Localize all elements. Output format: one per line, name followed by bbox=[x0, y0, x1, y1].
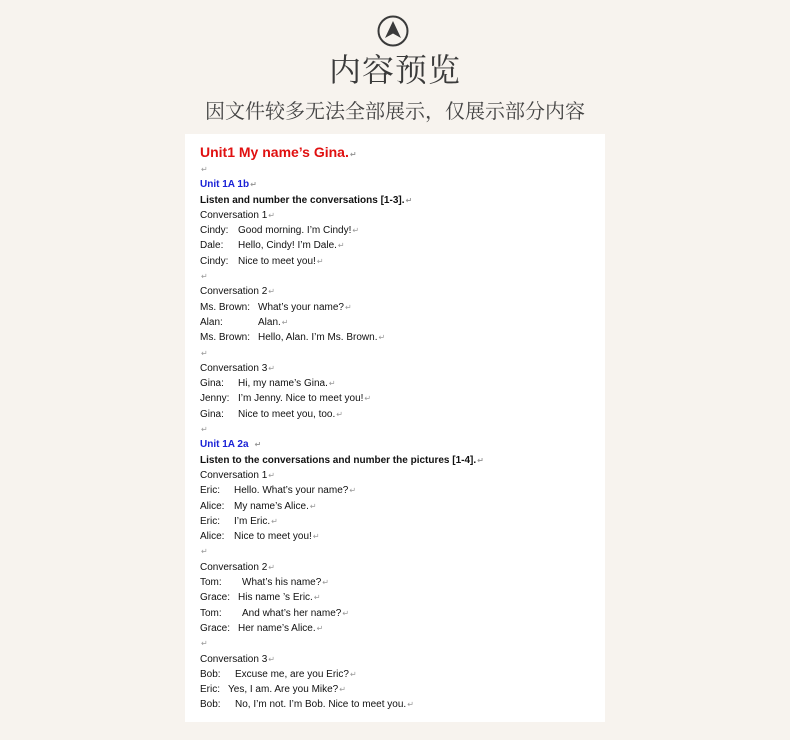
page-subtitle: 因文件较多无法全部展示，仅展示部分内容 bbox=[205, 99, 585, 123]
speaker: Alice: bbox=[200, 500, 225, 512]
blank-line bbox=[200, 636, 600, 651]
conversation-title: Conversation 1↵ bbox=[200, 209, 275, 221]
speaker: Eric: bbox=[200, 515, 220, 527]
dialogue-line: Gina: Nice to meet you, too.↵ bbox=[200, 407, 600, 422]
dialogue-line: Grace: Her name’s Alice.↵ bbox=[200, 621, 600, 636]
paragraph-mark-icon: ↵ bbox=[352, 226, 360, 236]
dialogue-line: Ms. Brown: Hello, Alan. I’m Ms. Brown.↵ bbox=[200, 330, 600, 345]
blank-line bbox=[200, 162, 600, 177]
dialogue-line: Alice: My name’s Alice.↵ bbox=[200, 499, 600, 514]
conversation-title: Conversation 1↵ bbox=[200, 469, 275, 481]
speaker: Gina: bbox=[200, 378, 224, 390]
paragraph-mark-icon: ↵ bbox=[250, 180, 257, 190]
paragraph-mark-icon: ↵ bbox=[268, 287, 275, 297]
paragraph-mark-icon: ↵ bbox=[312, 532, 320, 542]
page-title: 内容预览 bbox=[328, 51, 461, 89]
dialogue-line: Ms. Brown: What’s your name?↵ bbox=[200, 300, 600, 315]
paragraph-mark-icon: ↵ bbox=[316, 623, 324, 633]
section-instruction: Listen and number the conversations [1-3].↵ bbox=[200, 194, 413, 206]
up-arrow-logo-icon bbox=[377, 15, 409, 47]
blank-line bbox=[200, 544, 600, 559]
paragraph-mark-icon: ↵ bbox=[339, 685, 346, 695]
speaker: Tom: bbox=[200, 577, 222, 589]
speaker: Jenny: bbox=[200, 393, 230, 405]
paragraph-mark-icon: ↵ bbox=[313, 593, 321, 603]
paragraph-mark-icon: ↵ bbox=[349, 150, 357, 159]
dialogue-line: Eric: Hello. What’s your name?↵ bbox=[200, 483, 600, 498]
speaker: Eric: bbox=[200, 684, 220, 696]
paragraph-mark-icon: ↵ bbox=[268, 562, 275, 572]
dialogue-line: Bob: Excuse me, are you Eric?↵ bbox=[200, 667, 600, 682]
dialogue-line: Bob: No, I’m not. I’m Bob. Nice to meet you.↵ bbox=[200, 697, 600, 712]
document-preview bbox=[185, 134, 605, 722]
paragraph-mark-icon: ↵ bbox=[254, 440, 262, 450]
paragraph-mark-icon: ↵ bbox=[337, 241, 345, 251]
document-content bbox=[200, 142, 600, 713]
paragraph-mark-icon: ↵ bbox=[378, 333, 386, 343]
speaker: Bob: bbox=[200, 668, 221, 680]
speaker: Tom: bbox=[200, 607, 222, 619]
conversation-title: Conversation 2↵ bbox=[200, 286, 275, 298]
paragraph-mark-icon: ↵ bbox=[201, 165, 208, 174]
speaker: Gina: bbox=[200, 408, 224, 420]
paragraph-mark-icon: ↵ bbox=[271, 516, 278, 526]
conversation-title: Conversation 3↵ bbox=[200, 653, 275, 665]
paragraph-mark-icon: ↵ bbox=[268, 470, 275, 480]
paragraph-mark-icon: ↵ bbox=[407, 700, 414, 710]
paragraph-mark-icon: ↵ bbox=[349, 669, 357, 679]
dialogue-line: Eric: I’m Eric.↵ bbox=[200, 514, 600, 529]
paragraph-mark-icon: ↵ bbox=[201, 272, 208, 282]
paragraph-mark-icon: ↵ bbox=[344, 302, 352, 312]
paragraph-mark-icon: ↵ bbox=[328, 379, 336, 389]
paragraph-mark-icon: ↵ bbox=[201, 348, 208, 358]
blank-line bbox=[200, 422, 600, 437]
paragraph-mark-icon: ↵ bbox=[268, 654, 275, 664]
speaker: Grace: bbox=[200, 592, 231, 604]
paragraph-mark-icon: ↵ bbox=[316, 256, 324, 266]
paragraph-mark-icon: ↵ bbox=[281, 317, 289, 327]
speaker: Cindy: bbox=[200, 255, 229, 267]
blank-line bbox=[200, 346, 600, 361]
speaker: Dale: bbox=[200, 240, 224, 252]
paragraph-mark-icon: ↵ bbox=[268, 210, 275, 220]
speaker: Alice: bbox=[200, 531, 225, 543]
conversation-title: Conversation 2↵ bbox=[200, 561, 275, 573]
speaker: Ms. Brown: bbox=[200, 332, 251, 344]
speaker: Cindy: bbox=[200, 225, 229, 237]
paragraph-mark-icon: ↵ bbox=[405, 195, 413, 205]
section-label: Unit 1A 1b↵ bbox=[200, 179, 257, 191]
dialogue-line: Cindy: Good morning. I’m Cindy!↵ bbox=[200, 223, 600, 238]
speaker: Alan: bbox=[200, 316, 223, 328]
dialogue-line: Dale: Hello, Cindy! I’m Dale.↵ bbox=[200, 238, 600, 253]
paragraph-mark-icon: ↵ bbox=[201, 547, 208, 557]
dialogue-line: Tom: And what’s her name?↵ bbox=[200, 606, 600, 621]
dialogue-line: Cindy: Nice to meet you!↵ bbox=[200, 254, 600, 269]
blank-line bbox=[200, 269, 600, 284]
speaker: Grace: bbox=[200, 622, 231, 634]
dialogue-line: Alan: Alan.↵ bbox=[200, 315, 600, 330]
speaker: Bob: bbox=[200, 699, 221, 711]
paragraph-mark-icon: ↵ bbox=[336, 409, 343, 419]
section-instruction: Listen to the conversations and number the pictures [1-4].↵ bbox=[200, 454, 484, 466]
conversation-title: Conversation 3↵ bbox=[200, 362, 275, 374]
paragraph-mark-icon: ↵ bbox=[477, 455, 484, 465]
dialogue-line: Eric: Yes, I am. Are you Mike?↵ bbox=[200, 682, 600, 697]
speaker: Ms. Brown: bbox=[200, 301, 251, 313]
paragraph-mark-icon: ↵ bbox=[268, 363, 275, 373]
dialogue-line: Gina: Hi, my name’s Gina.↵ bbox=[200, 376, 600, 391]
dialogue-line: Alice: Nice to meet you!↵ bbox=[200, 529, 600, 544]
paragraph-mark-icon: ↵ bbox=[364, 394, 372, 404]
section-label: Unit 1A 2a ↵ bbox=[200, 439, 262, 451]
unit-title: Unit1 My name’s Gina.↵ bbox=[200, 144, 357, 160]
paragraph-mark-icon: ↵ bbox=[342, 608, 350, 618]
dialogue-line: Jenny: I’m Jenny. Nice to meet you!↵ bbox=[200, 391, 600, 406]
speaker: Eric: bbox=[200, 485, 220, 497]
paragraph-mark-icon: ↵ bbox=[322, 578, 329, 588]
paragraph-mark-icon: ↵ bbox=[201, 425, 208, 435]
dialogue-line: Tom: What’s his name?↵ bbox=[200, 575, 600, 590]
dialogue-line: Grace: His name ’s Eric.↵ bbox=[200, 590, 600, 605]
paragraph-mark-icon: ↵ bbox=[201, 639, 208, 649]
paragraph-mark-icon: ↵ bbox=[349, 486, 357, 496]
paragraph-mark-icon: ↵ bbox=[309, 501, 317, 511]
